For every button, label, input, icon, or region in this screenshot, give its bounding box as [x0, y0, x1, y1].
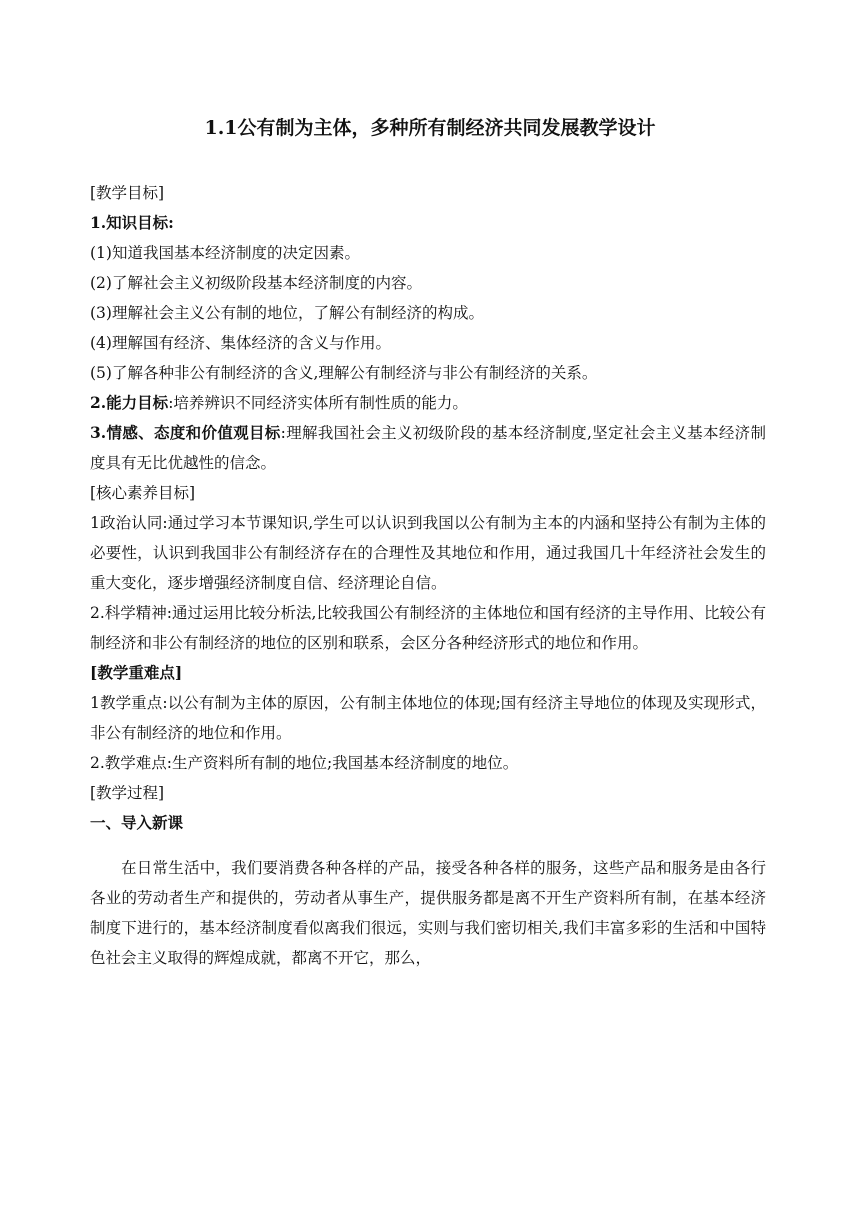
knowledge-item: (2)了解社会主义初级阶段基本经济制度的内容。 [90, 274, 422, 292]
knowledge-item: (5)了解各种非公有制经济的含义,理解公有制经济与非公有制经济的关系。 [90, 364, 598, 382]
subheading-knowledge-objectives: 1.知识目标: [90, 213, 174, 232]
core-literacy-science: 2.科学精神:通过运用比较分析法,比较我国公有制经济的主体地位和国有经济的主导作用、比较公有制经济和非公有制经济的地位的区别和联系，会区分各种经济形式的地位和作用。 [90, 604, 766, 652]
core-literacy-political: 1政治认同:通过学习本节课知识,学生可以认识到我国以公有制为主本的内涵和坚持公有制为主体的必要性，认识到我国非公有制经济存在的合理性及其地位和作用，通过我国几十年经济社会发生的重大变化，逐步增强经济制度自信、经济理论自信。 [90, 514, 766, 592]
knowledge-item: (1)知道我国基本经济制度的决定因素。 [90, 244, 360, 262]
section-heading-core-literacy: [核心素养目标] [90, 484, 196, 502]
section-heading-teaching-objectives: [教学目标] [90, 184, 165, 202]
document-title: 1.1公有制为主体，多种所有制经济共同发展教学设计 [204, 117, 656, 139]
difficult-point: 2.教学难点:生产资料所有制的地位;我国基本经济制度的地位。 [90, 754, 519, 772]
ability-text: :培养辨识不同经济实体所有制性质的能力。 [168, 394, 468, 412]
knowledge-item: (4)理解国有经济、集体经济的含义与作用。 [90, 334, 391, 352]
emotion-text: :理解我国社会主义初级阶段的基本经济制度,坚定社会主义基本经济制度具有无比优越性的信念。 [90, 424, 766, 472]
intro-paragraph: 在日常生活中，我们要消费各种各样的产品，接受各种各样的服务，这些产品和服务是由各行各业的劳动者生产和提供的，劳动者从事生产，提供服务都是离不开生产资料所有制，在基本经济制度下进行的，基本经济制度看似离我们很远，实则与我们密切相关,我们丰富多彩的生活和中国特色社会主义取得的辉煌成就，都离不开它，那么， [90, 859, 766, 967]
subheading-intro: 一、导入新课 [90, 813, 184, 832]
emotion-label: 3.情感、态度和价值观目标 [90, 423, 281, 442]
section-heading-key-difficult: [教学重难点] [90, 663, 183, 682]
emotion-objective [90, 418, 766, 478]
key-point: 1教学重点:以公有制为主体的原因，公有制主体地位的体现;国有经济主导地位的体现及实现形式，非公有制经济的地位和作用。 [90, 694, 766, 742]
knowledge-item: (3)理解社会主义公有制的地位，了解公有制经济的构成。 [90, 304, 484, 322]
document-body [90, 178, 766, 973]
ability-label: 2.能力目标 [90, 393, 169, 412]
section-heading-process: [教学过程] [90, 784, 165, 802]
ability-objective [90, 388, 766, 418]
